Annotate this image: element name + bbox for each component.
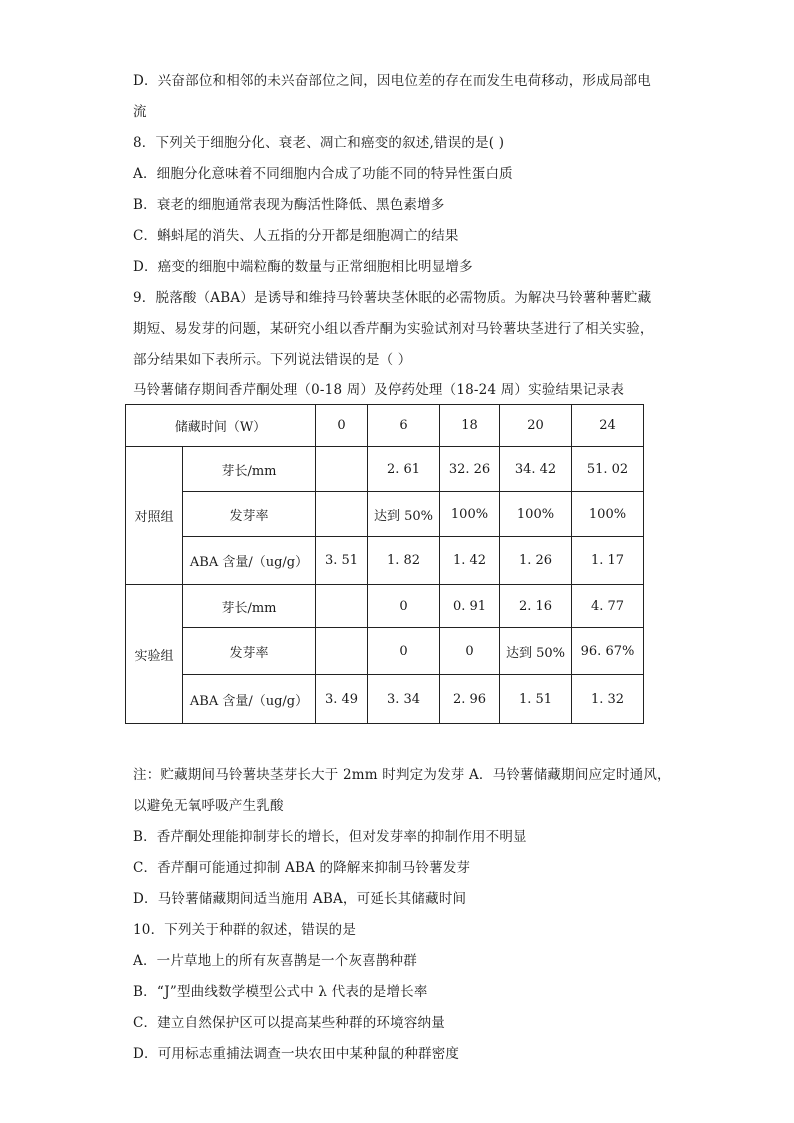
- question-10-option-d: D．可用标志重捕法调查一块农田中某种鼠的种群密度: [133, 1046, 460, 1062]
- week-header: 18: [440, 405, 500, 447]
- week-header: 20: [500, 405, 572, 447]
- table-cell: 32. 26: [440, 447, 500, 492]
- table-cell: 2. 16: [500, 585, 572, 628]
- table-cell: 3. 51: [316, 537, 368, 585]
- row-label: 芽长/mm: [183, 447, 316, 492]
- table-cell: 0. 91: [440, 585, 500, 628]
- option-line: D．兴奋部位和相邻的未兴奋部位之间，因电位差的存在而发生电荷移动，形成局部电: [133, 73, 651, 89]
- table-row: [126, 585, 644, 628]
- question-10-option-c: C．建立自然保护区可以提高某些种群的环境容纳量: [133, 1015, 445, 1031]
- table-cell: 100%: [500, 492, 572, 537]
- table-cell: 1. 42: [440, 537, 500, 585]
- row-label: 芽长/mm: [183, 585, 316, 628]
- table-row: [126, 628, 644, 675]
- table-cell: [316, 492, 368, 537]
- week-header: 24: [572, 405, 644, 447]
- table-cell: [316, 628, 368, 675]
- question-9-line-1: 9．脱落酸（ABA）是诱导和维持马铃薯块茎休眠的必需物质。为解决马铃薯种薯贮藏: [133, 290, 652, 306]
- week-header: 6: [368, 405, 440, 447]
- table-cell: 100%: [440, 492, 500, 537]
- table-cell: 96. 67%: [572, 628, 644, 675]
- table-cell: 2. 61: [368, 447, 440, 492]
- table-cell: 3. 49: [316, 675, 368, 724]
- table-cell: 1. 82: [368, 537, 440, 585]
- table-header-row: [126, 405, 644, 447]
- table-row: [126, 492, 644, 537]
- table-cell: 1. 32: [572, 675, 644, 724]
- question-8: 8．下列关于细胞分化、衰老、凋亡和癌变的叙述,错误的是( ): [133, 135, 505, 151]
- table-row: [126, 447, 644, 492]
- row-label: 发芽率: [183, 492, 316, 537]
- question-10-option-b: B．“J”型曲线数学模型公式中 λ 代表的是增长率: [133, 984, 428, 1000]
- question-9-option-d: D．马铃薯储藏期间适当施用 ABA，可延长其储藏时间: [133, 891, 467, 907]
- storage-time-header: 储藏时间（W）: [126, 405, 316, 447]
- table-cell: [316, 447, 368, 492]
- table-cell: 1. 26: [500, 537, 572, 585]
- question-8-option-b: B．衰老的细胞通常表现为酶活性降低、黑色素增多: [133, 197, 445, 213]
- question-9-line-2: 期短、易发芽的问题，某研究小组以香芹酮为实验试剂对马铃薯块茎进行了相关实验，: [133, 321, 654, 337]
- question-10-option-a: A．一片草地上的所有灰喜鹊是一个灰喜鹊种群: [133, 953, 417, 969]
- question-8-option-c: C．蝌蚪尾的消失、人五指的分开都是细胞凋亡的结果: [133, 228, 459, 244]
- table-cell: 达到 50%: [368, 492, 440, 537]
- table-row: [126, 537, 644, 585]
- table-cell: 0: [440, 628, 500, 675]
- table-cell: 1. 51: [500, 675, 572, 724]
- table-cell: 4. 77: [572, 585, 644, 628]
- table-cell: 51. 02: [572, 447, 644, 492]
- row-label: 发芽率: [183, 628, 316, 675]
- question-9-option-b: B．香芹酮处理能抑制芽长的增长，但对发芽率的抑制作用不明显: [133, 829, 527, 845]
- row-label: ABA 含量/（ug/g）: [183, 537, 316, 585]
- week-header: 0: [316, 405, 368, 447]
- table-cell: 0: [368, 585, 440, 628]
- table-cell: 34. 42: [500, 447, 572, 492]
- table-row: [126, 675, 644, 724]
- experiment-results-table: [125, 404, 644, 724]
- group-label-experiment: 实验组: [126, 585, 183, 724]
- question-9-line-3: 部分结果如下表所示。下列说法错误的是（ ）: [133, 352, 412, 368]
- table-cell: 达到 50%: [500, 628, 572, 675]
- option-line-continued: 流: [133, 104, 147, 120]
- question-9-option-a-continued: 以避免无氧呼吸产生乳酸: [133, 798, 284, 814]
- table-cell: 2. 96: [440, 675, 500, 724]
- table-cell: 3. 34: [368, 675, 440, 724]
- table-cell: 0: [368, 628, 440, 675]
- table-cell: 100%: [572, 492, 644, 537]
- table-cell: [316, 585, 368, 628]
- table-cell: 1. 17: [572, 537, 644, 585]
- row-label: ABA 含量/（ug/g）: [183, 675, 316, 724]
- question-8-option-a: A．细胞分化意味着不同细胞内合成了功能不同的特异性蛋白质: [133, 166, 513, 182]
- group-label-control: 对照组: [126, 447, 183, 585]
- table-note: 注：贮藏期间马铃薯块茎芽长大于 2mm 时判定为发芽 A．马铃薯储藏期间应定时通风，: [133, 767, 671, 783]
- question-10: 10．下列关于种群的叙述，错误的是: [133, 922, 357, 938]
- table-title: 马铃薯储存期间香芹酮处理（0-18 周）及停药处理（18-24 周）实验结果记录表: [133, 382, 625, 398]
- question-9-option-c: C．香芹酮可能通过抑制 ABA 的降解来抑制马铃薯发芽: [133, 860, 471, 876]
- question-8-option-d: D．癌变的细胞中端粒酶的数量与正常细胞相比明显增多: [133, 259, 473, 275]
